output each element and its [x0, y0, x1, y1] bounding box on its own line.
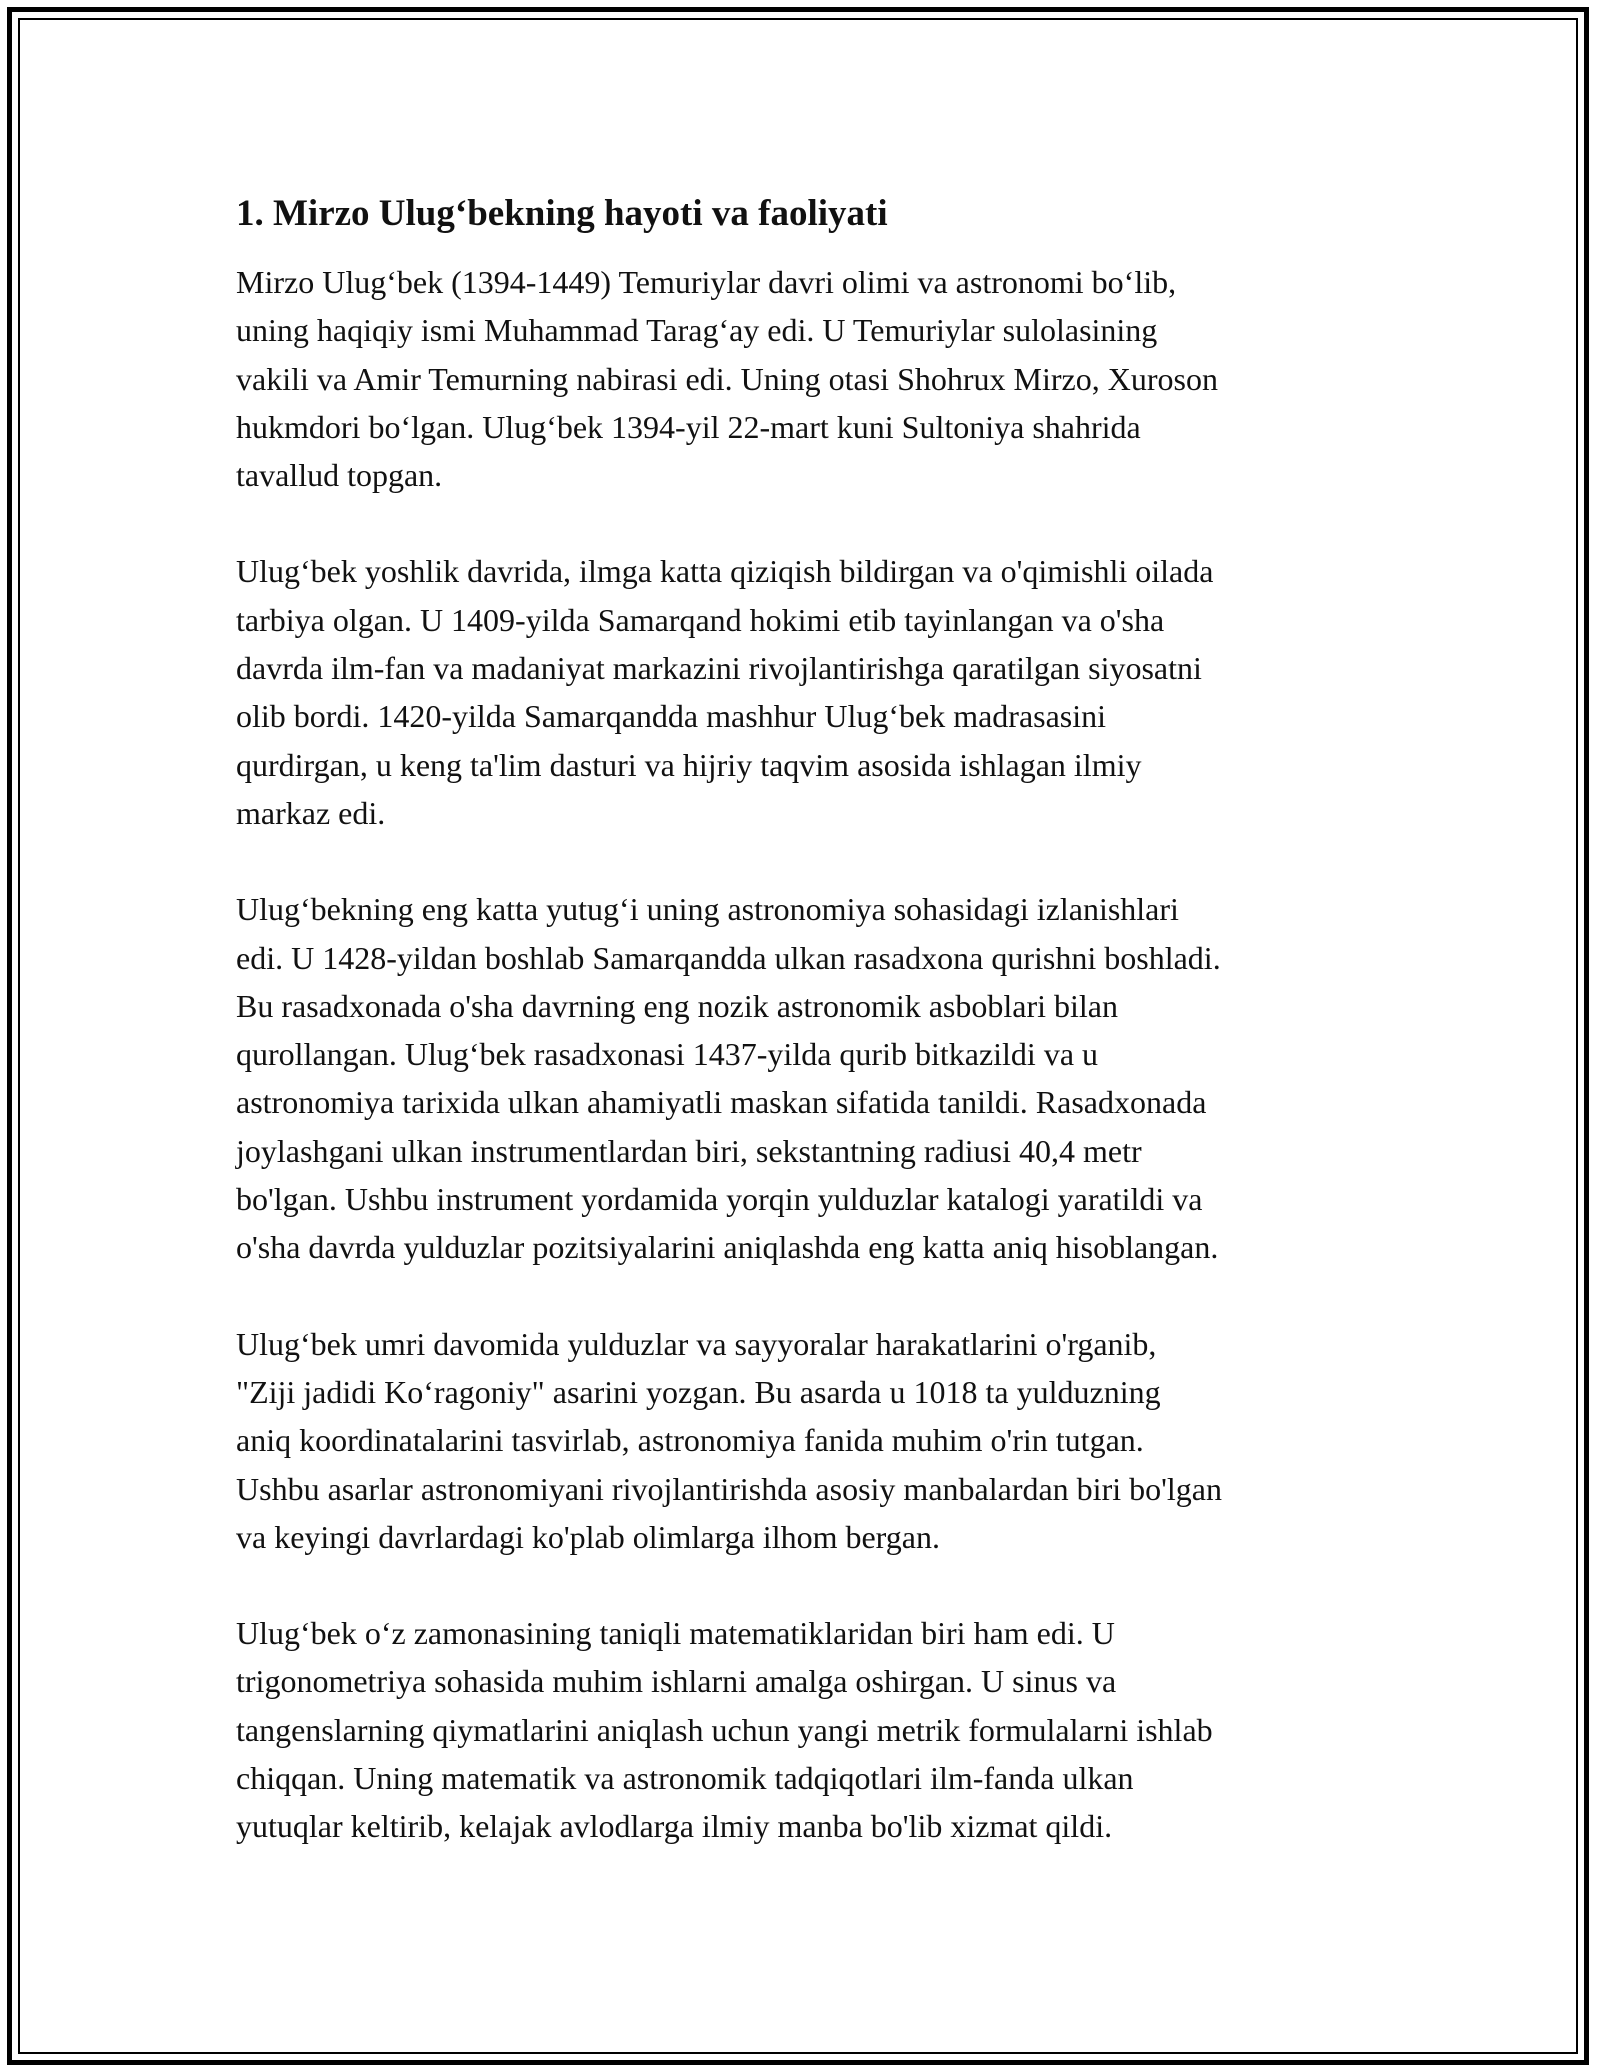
paragraph-5: Ulug‘bek o‘z zamonasining taniqli matematiklaridan biri ham edi. U trigonometriya sohasida muhim ishlarni amalga oshirgan. U sinus va tangenslarning qiymatlarini aniqlash uchun yangi metrik formulalarni ishlab chiqqan. Uning matematik va astronomik tadqiqotlari ilm-fanda ulkan yutuqlar keltirib, kelajak avlodlarga ilmiy manba bo'lib xizmat qildi.: [236, 1615, 1213, 1845]
paragraph-2: Ulug‘bek yoshlik davrida, ilmga katta qiziqish bildirgan va o'qimishli oilada tarbiya olgan. U 1409-yilda Samarqand hokimi etib tayinlangan va o'sha davrda ilm-fan va madaniyat markazini rivojlantirishga qaratilgan siyosatni olib bordi. 1420-yilda Samarqandda mashhur Ulug‘bek madrasasini qurdirgan, u keng ta'lim dasturi va hijriy taqvim asosida ishlagan ilmiy markaz edi.: [236, 553, 1214, 831]
paragraph-3: Ulug‘bekning eng katta yutug‘i uning astronomiya sohasidagi izlanishlari edi. U 1428-yildan boshlab Samarqandda ulkan rasadxona qurishni boshladi. Bu rasadxonada o'sha davrning eng nozik astronomik asboblari bilan qurollangan. Ulug‘bek rasadxonasi 1437-yilda qurib bitkazildi va u astronomiya tarixida ulkan ahamiyatli maskan sifatida tanildi. Rasadxonada joylashgani ulkan instrumentlardan biri, sekstantning radiusi 40,4 metr bo'lgan. Ushbu instrument yordamida yorqin yulduzlar katalogi yaratildi va o'sha davrda yulduzlar pozitsiyalarini aniqlashda eng katta aniq hisoblangan.: [236, 891, 1221, 1266]
document-body: [236, 188, 1386, 1899]
section-heading: 1. Mirzo Ulug‘bekning hayoti va faoliyati: [236, 193, 888, 234]
paragraph-1: Mirzo Ulug‘bek (1394-1449) Temuriylar davri olimi va astronomi bo‘lib, uning haqiqiy ismi Muhammad Tarag‘ay edi. U Temuriylar sulolasining vakili va Amir Temurning nabirasi edi. Uning otasi Shohrux Mirzo, Xuroson hukmdori bo‘lgan. Ulug‘bek 1394-yil 22-mart kuni Sultoniya shahrida tavallud topgan.: [236, 264, 1218, 494]
paragraph-4: Ulug‘bek umri davomida yulduzlar va sayyoralar harakatlarini o'rganib, "Ziji jadidi Ko‘ragoniy" asarini yozgan. Bu asarda u 1018 ta yulduzning aniq koordinatalarini tasvirlab, astronomiya fanida muhim o'rin tutgan. Ushbu asarlar astronomiyani rivojlantirishda asosiy manbalardan biri bo'lgan va keyingi davrlardagi ko'plab olimlarga ilhom bergan.: [236, 1325, 1222, 1555]
